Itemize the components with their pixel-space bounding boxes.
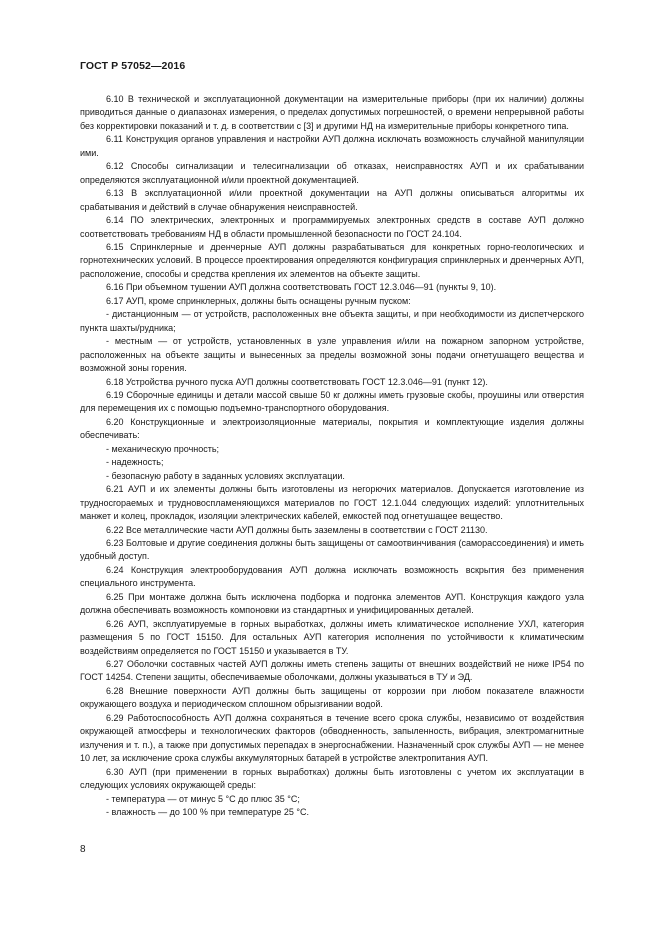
paragraph-6-17: 6.17 АУП, кроме спринклерных, должны быть оснащены ручным пуском: — [106, 295, 411, 306]
paragraph-6-15: 6.15 Спринклерные и дренчерные АУП должны разрабатываться для конкретных горно-геологических и горнотехнических условий. В процессе проектирования определяются конфигурация спринклерных и дренчерных АУП, расположение, способы и средства крепления их элементов на объекте защиты. — [80, 241, 584, 279]
paragraph-6-11: 6.11 Конструкция органов управления и настройки АУП должна исключать возможность случайной манипуляции ими. — [80, 134, 584, 158]
document-code-header: ГОСТ Р 57052—2016 — [80, 60, 186, 72]
page-number: 8 — [80, 844, 86, 855]
list-item-temperature: - температура — от минус 5 °С до плюс 35 °С; — [80, 793, 584, 806]
list-item-remote-start: - дистанционным — от устройств, расположенных вне объекта защиты, и при необходимости из диспетчерского пункта шахты/рудника; — [80, 308, 584, 335]
paragraph-6-29: 6.29 Работоспособность АУП должна сохраняться в течение всего срока службы, независимо от воздействия окружающей атмосферы и технологических факторов (обводненность, запыленность, вибрация, электромагнитные излучения и т. п.), а также при допустимых перепадах в энергоснабжении. Назначенный срок службы АУП — не менее 10 лет, за исключение срока службы аккумуляторных батарей в устройстве электропитания АУП. — [80, 712, 584, 764]
paragraph-6-26: 6.26 АУП, эксплуатируемые в горных выработках, должны иметь климатическое исполнение УХЛ, категория размещения 5 по ГОСТ 15150. Для остальных АУП категория исполнения по устойчивости к климатическим воздействиям определяется по ГОСТ 15150 и указывается в ТУ. — [80, 618, 584, 656]
document-body — [80, 93, 584, 819]
paragraph-6-18: 6.18 Устройства ручного пуска АУП должны соответствовать ГОСТ 12.3.046—91 (пункт 12). — [106, 376, 488, 387]
list-item-humidity: - влажность — до 100 % при температуре 25 °С. — [80, 806, 584, 819]
paragraph-6-20: 6.20 Конструкционные и электроизоляционные материалы, покрытия и комплектующие изделия должны обеспечивать: — [80, 416, 584, 441]
paragraph-6-25: 6.25 При монтаже должна быть исключена подборка и подгонка элементов АУП. Конструкция каждого узла должна обеспечивать возможность компоновки из стандартных и унифицированных деталей. — [80, 591, 584, 616]
paragraph-6-13: 6.13 В эксплуатационной и/или проектной документации на АУП должны описываться алгоритмы их срабатывания и действий в случае обнаружения неисправностей. — [80, 188, 584, 212]
paragraph-6-27: 6.27 Оболочки составных частей АУП должны иметь степень защиты от внешних воздействий не ниже IP54 по ГОСТ 14254. Степени защиты, обеспечиваемые оболочками, должны указываться в ТУ и ЭД. — [80, 659, 584, 683]
paragraph-6-22: 6.22 Все металлические части АУП должны быть заземлены в соответствии с ГОСТ 21130. — [106, 524, 488, 535]
paragraph-6-21: 6.21 АУП и их элементы должны быть изготовлены из негорючих материалов. Допускается изготовление из трудносгораемых и трудновоспламеняющихся материалов по ГОСТ 12.1.044 следующих изделий: уплотнительных манжет и колец, прокладок, изоляции электрических кабелей, емкостей под огнетушащее вещество. — [80, 484, 584, 522]
paragraph-6-23: 6.23 Болтовые и другие соединения должны быть защищены от самоотвинчивания (самораcсоединения) и иметь удобный доступ. — [80, 537, 584, 562]
list-item-safe-operation: - безопасную работу в заданных условиях эксплуатации. — [80, 470, 584, 483]
paragraph-6-24: 6.24 Конструкция электрооборудования АУП должна исключать возможность вскрытия без применения специального инструмента. — [80, 564, 584, 589]
paragraph-6-10: 6.10 В технической и эксплуатационной документации на измерительные приборы (при их наличии) должны приводиться данные о диапазонах измерения, о пределах допустимых погрешностей, о времени непрерывной работы без корректировки показаний и т. д. в соответствии с [3] и другими НД на измерительные приборы конкретного типа. — [80, 94, 584, 131]
paragraph-6-16: 6.16 При объемном тушении АУП должна соответствовать ГОСТ 12.3.046—91 (пункты 9, 10). — [106, 282, 497, 293]
paragraph-6-14: 6.14 ПО электрических, электронных и программируемых электронных средств в составе АУП должно соответствовать требованиям НД в области промышленной безопасности по ГОСТ 24.104. — [80, 215, 584, 239]
paragraph-6-12: 6.12 Способы сигнализации и телесигнализации об отказах, неисправностях АУП и их срабатывании определяются эксплуатационной и/или проектной документацией. — [80, 161, 584, 185]
paragraph-6-28: 6.28 Внешние поверхности АУП должны быть защищены от коррозии при любом показателе влажности окружающего воздуха и периодическом сплошном обрызгивании водой. — [80, 685, 584, 710]
paragraph-6-19: 6.19 Сборочные единицы и детали массой свыше 50 кг должны иметь грузовые скобы, проушины или отверстия для перемещения их с помощью подъемно-транспортного оборудования. — [80, 389, 584, 414]
list-item-strength: - механическую прочность; — [80, 443, 584, 456]
list-item-local-start: - местным — от устройств, установленных в узле управления и/или на пожарном запорном устройстве, расположенных на объекте защиты и вынесенных за пределы возможной зоны подачи огнетушащего вещества и возможной зоны горения. — [80, 335, 584, 375]
paragraph-6-30: 6.30 АУП (при применении в горных выработках) должны быть изготовлены с учетом их эксплуатации в следующих условиях окружающей среды: — [80, 766, 584, 791]
list-item-reliability: - надежность; — [80, 456, 584, 469]
